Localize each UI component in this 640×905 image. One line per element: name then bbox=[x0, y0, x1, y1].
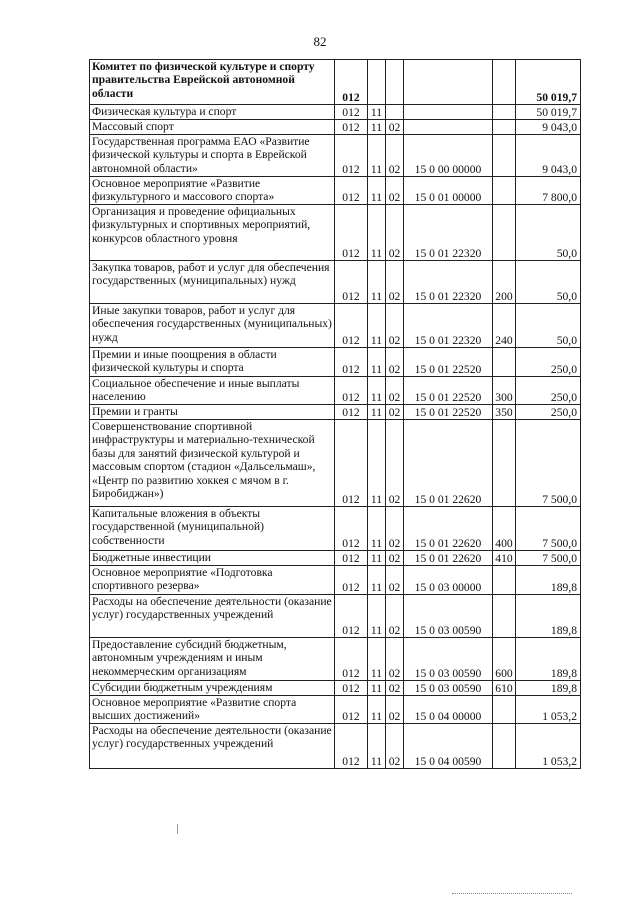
table-row bbox=[90, 420, 581, 507]
cell-ministry-code: 012 bbox=[335, 696, 368, 724]
table-row bbox=[90, 595, 581, 638]
cell-section-code: 11 bbox=[368, 724, 386, 769]
cell-target-item-code: 15 0 01 22320 bbox=[404, 261, 493, 304]
cell-section-code: 11 bbox=[368, 348, 386, 377]
cell-section-code: 11 bbox=[368, 261, 386, 304]
table-row bbox=[90, 405, 581, 420]
cell-ministry-code: 012 bbox=[335, 304, 368, 348]
cell-name: Организация и проведение официальных физкультурных и спортивных мероприятий, конкурсов областного уровня bbox=[90, 205, 335, 261]
cell-ministry-code: 012 bbox=[335, 566, 368, 595]
cell-name: Совершенствование спортивной инфраструктуры и материально-технической базы для занятий физической культурой и массовым спортом (стадион «Дальсельмаш», «Центр по развитию хоккея с мячом в г. Биробиджан») bbox=[90, 420, 335, 507]
cell-name: Закупка товаров, работ и услуг для обеспечения государственных (муниципальных) нужд bbox=[90, 261, 335, 304]
cell-amount: 250,0 bbox=[516, 405, 581, 420]
cell-subsection-code: 02 bbox=[386, 696, 404, 724]
table-row bbox=[90, 135, 581, 177]
cell-expense-type-code bbox=[493, 566, 516, 595]
cell-name: Расходы на обеспечение деятельности (оказание услуг) государственных учреждений bbox=[90, 724, 335, 769]
cell-target-item-code: 15 0 01 22520 bbox=[404, 377, 493, 405]
cell-expense-type-code: 300 bbox=[493, 377, 516, 405]
cell-ministry-code: 012 bbox=[335, 177, 368, 205]
table-row bbox=[90, 696, 581, 724]
table-row bbox=[90, 377, 581, 405]
cell-target-item-code: 15 0 01 22520 bbox=[404, 405, 493, 420]
cell-section-code: 11 bbox=[368, 638, 386, 681]
table-row bbox=[90, 105, 581, 120]
cell-amount: 1 053,2 bbox=[516, 724, 581, 769]
cell-name: Субсидии бюджетным учреждениям bbox=[90, 681, 335, 696]
cell-expense-type-code bbox=[493, 177, 516, 205]
cell-target-item-code: 15 0 01 22320 bbox=[404, 304, 493, 348]
cell-ministry-code: 012 bbox=[335, 507, 368, 551]
table-row bbox=[90, 507, 581, 551]
cell-amount: 250,0 bbox=[516, 377, 581, 405]
cell-amount: 7 500,0 bbox=[516, 507, 581, 551]
cell-name: Расходы на обеспечение деятельности (оказание услуг) государственных учреждений bbox=[90, 595, 335, 638]
cell-section-code: 11 bbox=[368, 405, 386, 420]
cell-target-item-code: 15 0 03 00590 bbox=[404, 638, 493, 681]
cell-target-item-code: 15 0 01 22620 bbox=[404, 551, 493, 566]
cell-subsection-code: 02 bbox=[386, 551, 404, 566]
cell-amount: 250,0 bbox=[516, 348, 581, 377]
cell-subsection-code: 02 bbox=[386, 405, 404, 420]
cell-ministry-code: 012 bbox=[335, 681, 368, 696]
cell-name: Иные закупки товаров, работ и услуг для обеспечения государственных (муниципальных) нужд bbox=[90, 304, 335, 348]
cell-expense-type-code bbox=[493, 595, 516, 638]
cell-section-code: 11 bbox=[368, 105, 386, 120]
cell-target-item-code: 15 0 03 00000 bbox=[404, 566, 493, 595]
table-row bbox=[90, 304, 581, 348]
cell-expense-type-code bbox=[493, 205, 516, 261]
cell-subsection-code: 02 bbox=[386, 261, 404, 304]
cell-name: Премии и иные поощрения в области физической культуры и спорта bbox=[90, 348, 335, 377]
cell-name: Социальное обеспечение и иные выплаты населению bbox=[90, 377, 335, 405]
cell-amount: 7 500,0 bbox=[516, 420, 581, 507]
cell-name: Государственная программа ЕАО «Развитие физической культуры и спорта в Еврейской автономной области» bbox=[90, 135, 335, 177]
table-row bbox=[90, 348, 581, 377]
cell-ministry-code: 012 bbox=[335, 638, 368, 681]
cell-amount: 7 800,0 bbox=[516, 177, 581, 205]
cell-subsection-code: 02 bbox=[386, 595, 404, 638]
cell-amount: 50,0 bbox=[516, 304, 581, 348]
cell-name: Физическая культура и спорт bbox=[90, 105, 335, 120]
cell-section-code: 11 bbox=[368, 566, 386, 595]
cell-name: Основное мероприятие «Развитие спорта высших достижений» bbox=[90, 696, 335, 724]
cell-expense-type-code: 350 bbox=[493, 405, 516, 420]
cell-target-item-code: 15 0 03 00590 bbox=[404, 681, 493, 696]
cell-ministry-code: 012 bbox=[335, 120, 368, 135]
cell-ministry-code: 012 bbox=[335, 377, 368, 405]
cell-expense-type-code bbox=[493, 420, 516, 507]
cell-amount: 1 053,2 bbox=[516, 696, 581, 724]
cell-section-code: 11 bbox=[368, 595, 386, 638]
cell-name: Капитальные вложения в объекты государственной (муниципальной) собственности bbox=[90, 507, 335, 551]
cell-section-code: 11 bbox=[368, 377, 386, 405]
cell-subsection-code bbox=[386, 60, 404, 105]
table-row bbox=[90, 60, 581, 105]
cell-ministry-code: 012 bbox=[335, 551, 368, 566]
cell-target-item-code: 15 0 04 00000 bbox=[404, 696, 493, 724]
cell-subsection-code: 02 bbox=[386, 566, 404, 595]
cell-amount: 50 019,7 bbox=[516, 105, 581, 120]
cell-section-code: 11 bbox=[368, 507, 386, 551]
cell-section-code: 11 bbox=[368, 681, 386, 696]
cell-subsection-code: 02 bbox=[386, 507, 404, 551]
table-row bbox=[90, 551, 581, 566]
cell-target-item-code: 15 0 04 00590 bbox=[404, 724, 493, 769]
cell-expense-type-code: 600 bbox=[493, 638, 516, 681]
cell-target-item-code: 15 0 00 00000 bbox=[404, 135, 493, 177]
cell-amount: 9 043,0 bbox=[516, 135, 581, 177]
cell-expense-type-code: 240 bbox=[493, 304, 516, 348]
cell-subsection-code: 02 bbox=[386, 120, 404, 135]
cell-ministry-code: 012 bbox=[335, 724, 368, 769]
cell-target-item-code: 15 0 01 22620 bbox=[404, 420, 493, 507]
table-row bbox=[90, 638, 581, 681]
cell-subsection-code: 02 bbox=[386, 681, 404, 696]
cell-expense-type-code bbox=[493, 135, 516, 177]
cell-subsection-code: 02 bbox=[386, 135, 404, 177]
cell-section-code: 11 bbox=[368, 135, 386, 177]
cell-amount: 7 500,0 bbox=[516, 551, 581, 566]
table-row bbox=[90, 120, 581, 135]
cell-section-code bbox=[368, 60, 386, 105]
cell-amount: 50 019,7 bbox=[516, 60, 581, 105]
cell-expense-type-code bbox=[493, 348, 516, 377]
table-row bbox=[90, 205, 581, 261]
cell-expense-type-code: 410 bbox=[493, 551, 516, 566]
cell-target-item-code bbox=[404, 120, 493, 135]
cell-name: Премии и гранты bbox=[90, 405, 335, 420]
cell-section-code: 11 bbox=[368, 420, 386, 507]
cell-amount: 50,0 bbox=[516, 261, 581, 304]
cell-expense-type-code bbox=[493, 120, 516, 135]
cell-amount: 189,8 bbox=[516, 638, 581, 681]
cell-name: Комитет по физической культуре и спорту правительства Еврейской автономной области bbox=[90, 60, 335, 105]
cell-expense-type-code bbox=[493, 724, 516, 769]
cell-target-item-code: 15 0 03 00590 bbox=[404, 595, 493, 638]
scan-artifact bbox=[177, 824, 178, 834]
cell-expense-type-code bbox=[493, 105, 516, 120]
cell-name: Бюджетные инвестиции bbox=[90, 551, 335, 566]
cell-subsection-code: 02 bbox=[386, 304, 404, 348]
cell-target-item-code bbox=[404, 60, 493, 105]
cell-ministry-code: 012 bbox=[335, 105, 368, 120]
cell-ministry-code: 012 bbox=[335, 595, 368, 638]
cell-ministry-code: 012 bbox=[335, 135, 368, 177]
cell-subsection-code: 02 bbox=[386, 377, 404, 405]
cell-section-code: 11 bbox=[368, 177, 386, 205]
cell-subsection-code: 02 bbox=[386, 638, 404, 681]
cell-ministry-code: 012 bbox=[335, 405, 368, 420]
cell-name: Предоставление субсидий бюджетным, автономным учреждениям и иным некоммерческим организациям bbox=[90, 638, 335, 681]
cell-name: Массовый спорт bbox=[90, 120, 335, 135]
cell-expense-type-code: 200 bbox=[493, 261, 516, 304]
scan-artifact bbox=[452, 893, 572, 895]
page-number: 82 bbox=[313, 34, 327, 49]
cell-ministry-code: 012 bbox=[335, 205, 368, 261]
cell-ministry-code: 012 bbox=[335, 348, 368, 377]
cell-amount: 50,0 bbox=[516, 205, 581, 261]
cell-subsection-code: 02 bbox=[386, 348, 404, 377]
cell-target-item-code: 15 0 01 22520 bbox=[404, 348, 493, 377]
cell-ministry-code: 012 bbox=[335, 261, 368, 304]
cell-section-code: 11 bbox=[368, 696, 386, 724]
table-row bbox=[90, 681, 581, 696]
cell-subsection-code: 02 bbox=[386, 724, 404, 769]
cell-target-item-code bbox=[404, 105, 493, 120]
cell-subsection-code: 02 bbox=[386, 420, 404, 507]
cell-subsection-code: 02 bbox=[386, 205, 404, 261]
cell-section-code: 11 bbox=[368, 551, 386, 566]
cell-expense-type-code bbox=[493, 60, 516, 105]
cell-ministry-code: 012 bbox=[335, 60, 368, 105]
cell-expense-type-code: 400 bbox=[493, 507, 516, 551]
table-row bbox=[90, 177, 581, 205]
cell-name: Основное мероприятие «Развитие физкультурного и массового спорта» bbox=[90, 177, 335, 205]
cell-section-code: 11 bbox=[368, 120, 386, 135]
cell-name: Основное мероприятие «Подготовка спортивного резерва» bbox=[90, 566, 335, 595]
cell-amount: 189,8 bbox=[516, 566, 581, 595]
cell-subsection-code: 02 bbox=[386, 177, 404, 205]
cell-target-item-code: 15 0 01 22320 bbox=[404, 205, 493, 261]
cell-section-code: 11 bbox=[368, 304, 386, 348]
cell-subsection-code bbox=[386, 105, 404, 120]
cell-ministry-code: 012 bbox=[335, 420, 368, 507]
cell-target-item-code: 15 0 01 22620 bbox=[404, 507, 493, 551]
cell-amount: 9 043,0 bbox=[516, 120, 581, 135]
cell-amount: 189,8 bbox=[516, 681, 581, 696]
cell-amount: 189,8 bbox=[516, 595, 581, 638]
table-row bbox=[90, 724, 581, 769]
budget-table bbox=[89, 59, 581, 769]
table-row bbox=[90, 261, 581, 304]
cell-expense-type-code bbox=[493, 696, 516, 724]
cell-target-item-code: 15 0 01 00000 bbox=[404, 177, 493, 205]
table-row bbox=[90, 566, 581, 595]
cell-section-code: 11 bbox=[368, 205, 386, 261]
cell-expense-type-code: 610 bbox=[493, 681, 516, 696]
